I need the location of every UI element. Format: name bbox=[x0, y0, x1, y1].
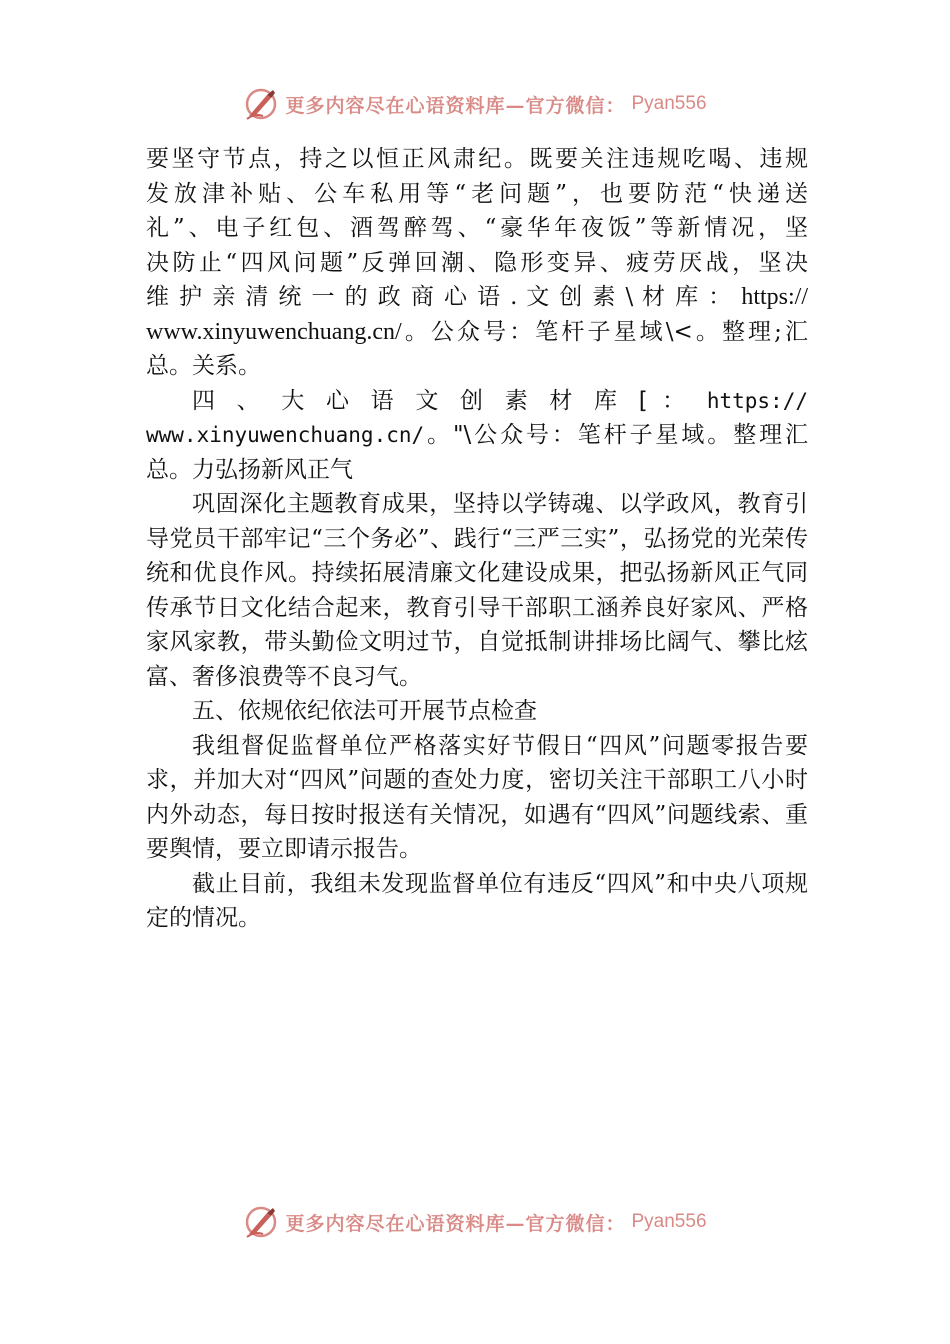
paragraph-line: 发放津补贴、公车私用等“老问题”，也要防范“快递送 bbox=[146, 180, 808, 207]
url-segment: https:// bbox=[706, 388, 808, 413]
section-heading-5: 五、依规依纪依法可开展节点检查 bbox=[192, 698, 537, 724]
pen-logo-icon bbox=[243, 1204, 279, 1240]
url-segment: www.xinyuwenchuang.cn/ bbox=[146, 318, 402, 345]
section-heading-4 bbox=[146, 384, 808, 419]
heading-segment: 四 、 大 心 语 文 创 素 材 库 [ ： bbox=[192, 387, 693, 414]
header-wechat-id: Pyan556 bbox=[631, 93, 707, 114]
document-body bbox=[146, 142, 808, 936]
paragraph: 截止目前，我组未发现监督单位有违反“四风”和中央八项规定的情况。 bbox=[146, 870, 808, 931]
url-segment: https:// bbox=[741, 284, 808, 310]
paragraph-line: 要坚守节点，持之以恒正风肃纪。既要关注违规吃喝、违规 bbox=[146, 146, 808, 172]
paragraph-line: 礼”、电子红包、酒驾醉驾、“豪华年夜饭”等新情况，坚 bbox=[146, 215, 808, 241]
heading-segment: 。"\公众号：笔杆子星域。整理汇 bbox=[424, 422, 808, 448]
text-segment: 。公众号：笔杆子星域\<。整理;汇 bbox=[401, 318, 808, 345]
paragraph-line: 总。关系。 bbox=[146, 353, 261, 379]
paragraph: 巩固深化主题教育成果，坚持以学铸魂、以学政风，教育引导党员干部牢记“三个务必”、践行“三严三实”，弘扬党的光荣传统和优良作风。持续拓展清廉文化建设成果，把弘扬新风正气同传承节日文化结合起来，教育引导干部职工涵养良好家风、严格家风家教，带头勤俭文明过节，自觉抵制讲排场比阔气、攀比炫富、奢侈浪费等不良习气。 bbox=[146, 491, 808, 690]
section-heading-4-line bbox=[146, 418, 808, 453]
header-banner-text: 更多内容尽在心语资料库—官方微信： bbox=[285, 94, 626, 117]
url-segment: www.xinyuwenchuang.cn/ bbox=[146, 423, 425, 447]
section-heading-4-line: 总。力弘扬新风正气 bbox=[146, 456, 353, 483]
pen-logo-icon bbox=[243, 86, 279, 122]
text-segment: 维 护 亲 清 统 一 的 政 商 心 语 . 文 创 素 \ 材 库 ： bbox=[146, 284, 733, 310]
paragraph-line bbox=[146, 280, 808, 315]
paragraph-line bbox=[146, 315, 808, 350]
footer-banner-text: 更多内容尽在心语资料库—官方微信： bbox=[285, 1212, 626, 1235]
footer-wechat-id: Pyan556 bbox=[631, 1211, 707, 1232]
paragraph: 我组督促监督单位严格落实好节假日“四风”问题零报告要求，并加大对“四风”问题的查处力度，密切关注干部职工八小时内外动态，每日按时报送有关情况，如遇有“四风”问题线索、重要舆情，要立即请示报告。 bbox=[146, 732, 808, 862]
footer-banner bbox=[0, 1200, 950, 1240]
paragraph-line: 决防止“四风问题”反弹回潮、隐形变异、疲劳厌战，坚决 bbox=[146, 249, 808, 276]
header-banner bbox=[0, 82, 950, 126]
